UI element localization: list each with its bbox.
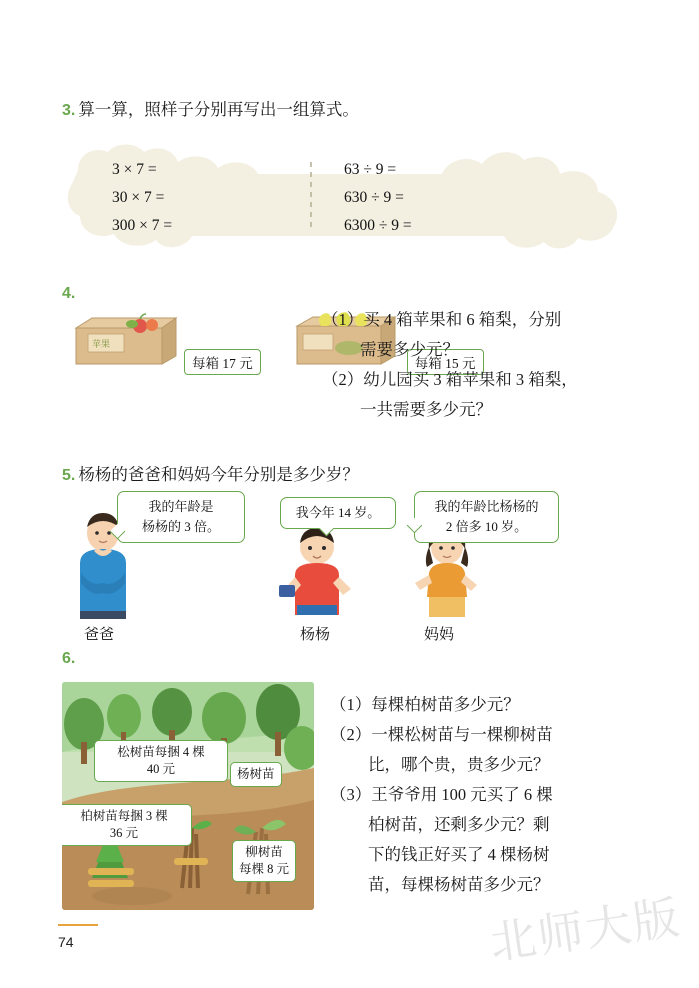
formula-item: 30 × 7 =	[112, 189, 165, 206]
exercise-6-number: 6.	[62, 650, 76, 667]
label-mother: 妈妈	[424, 627, 455, 643]
poplar-sapling-tag	[230, 762, 282, 787]
tag-line: 柏树苗每捆 3 棵	[80, 809, 168, 823]
exercise-6-illustration	[62, 682, 314, 910]
exercise-6-question-3-line-3: 下的钱正好买了 4 棵杨树	[368, 845, 550, 864]
question-line: 每棵柏树苗多少元？	[371, 695, 520, 714]
page-number: 74	[58, 934, 74, 950]
tag-line: 每棵 8 元	[239, 862, 290, 876]
exercise-4-question-1	[322, 305, 642, 335]
question-line: 买 4 箱苹果和 6 箱梨，分别	[363, 310, 562, 329]
question-line: 王爷爷用 100 元买了 6 棵	[371, 785, 553, 804]
mother-speech-bubble	[414, 491, 559, 543]
exercise-4-question-2-line-2: 一共需要多少元？	[360, 400, 492, 419]
question-line: 一棵松树苗与一棵柳树苗	[371, 725, 553, 744]
exercise-3-number: 3.	[62, 102, 76, 119]
exercise-6-question-3-line-2: 柏树苗，还剩多少元？剩	[368, 815, 550, 834]
formula-item: 63 ÷ 9 =	[344, 161, 397, 178]
tag-line: 40 元	[146, 762, 176, 776]
exercise-4-heading	[62, 285, 75, 303]
exercise-6-question-2-line-2: 比，哪个贵，贵多少元？	[368, 755, 550, 774]
exercise-4-question-1-line-2: 需要多少元？	[360, 340, 459, 359]
apple-box-figure	[68, 312, 261, 375]
exercise-3-prompt: 算一算，照样子分别再写出一组算式。	[78, 100, 359, 119]
apple-price-tag: 每箱 17 元	[184, 349, 261, 375]
label-father: 爸爸	[84, 627, 115, 643]
boy-figure	[277, 527, 363, 619]
exercise-3-cloud-panel	[62, 140, 637, 255]
tag-line: 松树苗每捆 4 棵	[117, 745, 205, 759]
bubble-line: 杨杨的 3 倍。	[141, 519, 220, 534]
formula-item: 3 × 7 =	[112, 161, 157, 178]
exercise-5-illustration	[62, 485, 642, 643]
exercise-4-question-2	[322, 365, 642, 395]
bubble-line: 我的年龄是	[148, 499, 214, 514]
exercise-6-question-1	[330, 690, 645, 720]
formula-item: 630 ÷ 9 =	[344, 189, 404, 206]
willow-sapling-tag	[232, 840, 296, 882]
exercise-6-question-2	[330, 720, 645, 750]
exercise-6-heading	[62, 650, 75, 668]
boy-speech-bubble	[280, 497, 396, 529]
exercise-6-question-3	[330, 780, 645, 810]
question-label: （1）	[330, 695, 372, 714]
exercise-4-number: 4.	[62, 285, 76, 302]
footer-rule	[58, 924, 98, 927]
exercise-6-question-3-line-4: 苗，每棵杨树苗多少元？	[368, 875, 550, 894]
bubble-line: 我今年 14 岁。	[295, 505, 381, 520]
father-speech-bubble	[117, 491, 245, 543]
label-boy: 杨杨	[300, 627, 331, 643]
exercise-5-prompt: 杨杨的爸爸和妈妈今年分别是多少岁？	[78, 465, 359, 484]
publisher-watermark: 北师大版	[486, 891, 685, 970]
bubble-line: 2 倍多 10 岁。	[445, 519, 528, 534]
exercise-3-right-formulas	[344, 156, 412, 240]
formula-item: 300 × 7 =	[112, 217, 173, 234]
bubble-line: 我的年龄比杨杨的	[434, 499, 539, 514]
exercise-3-heading	[62, 95, 359, 125]
exercise-3-left-formulas	[112, 156, 172, 240]
exercise-4-questions	[322, 305, 642, 425]
exercise-5-number: 5.	[62, 467, 76, 484]
question-label: （2）	[330, 725, 372, 744]
pine-sapling-tag	[94, 740, 228, 782]
exercise-6-questions	[330, 690, 645, 900]
question-label: （3）	[330, 785, 372, 804]
svg-text:苹果: 苹果	[92, 339, 111, 349]
question-label: （1）	[322, 310, 364, 329]
cypress-sapling-tag	[62, 804, 192, 846]
tag-line: 36 元	[109, 826, 139, 840]
pear-price-tag: 每箱 15 元	[407, 349, 484, 375]
formula-item: 6300 ÷ 9 =	[344, 217, 412, 234]
question-label: （2）	[322, 370, 364, 389]
tag-line: 杨树苗	[237, 767, 275, 781]
tag-line: 柳树苗	[245, 845, 283, 859]
question-line: 幼儿园买 3 箱苹果和 3 箱梨，	[363, 370, 578, 389]
